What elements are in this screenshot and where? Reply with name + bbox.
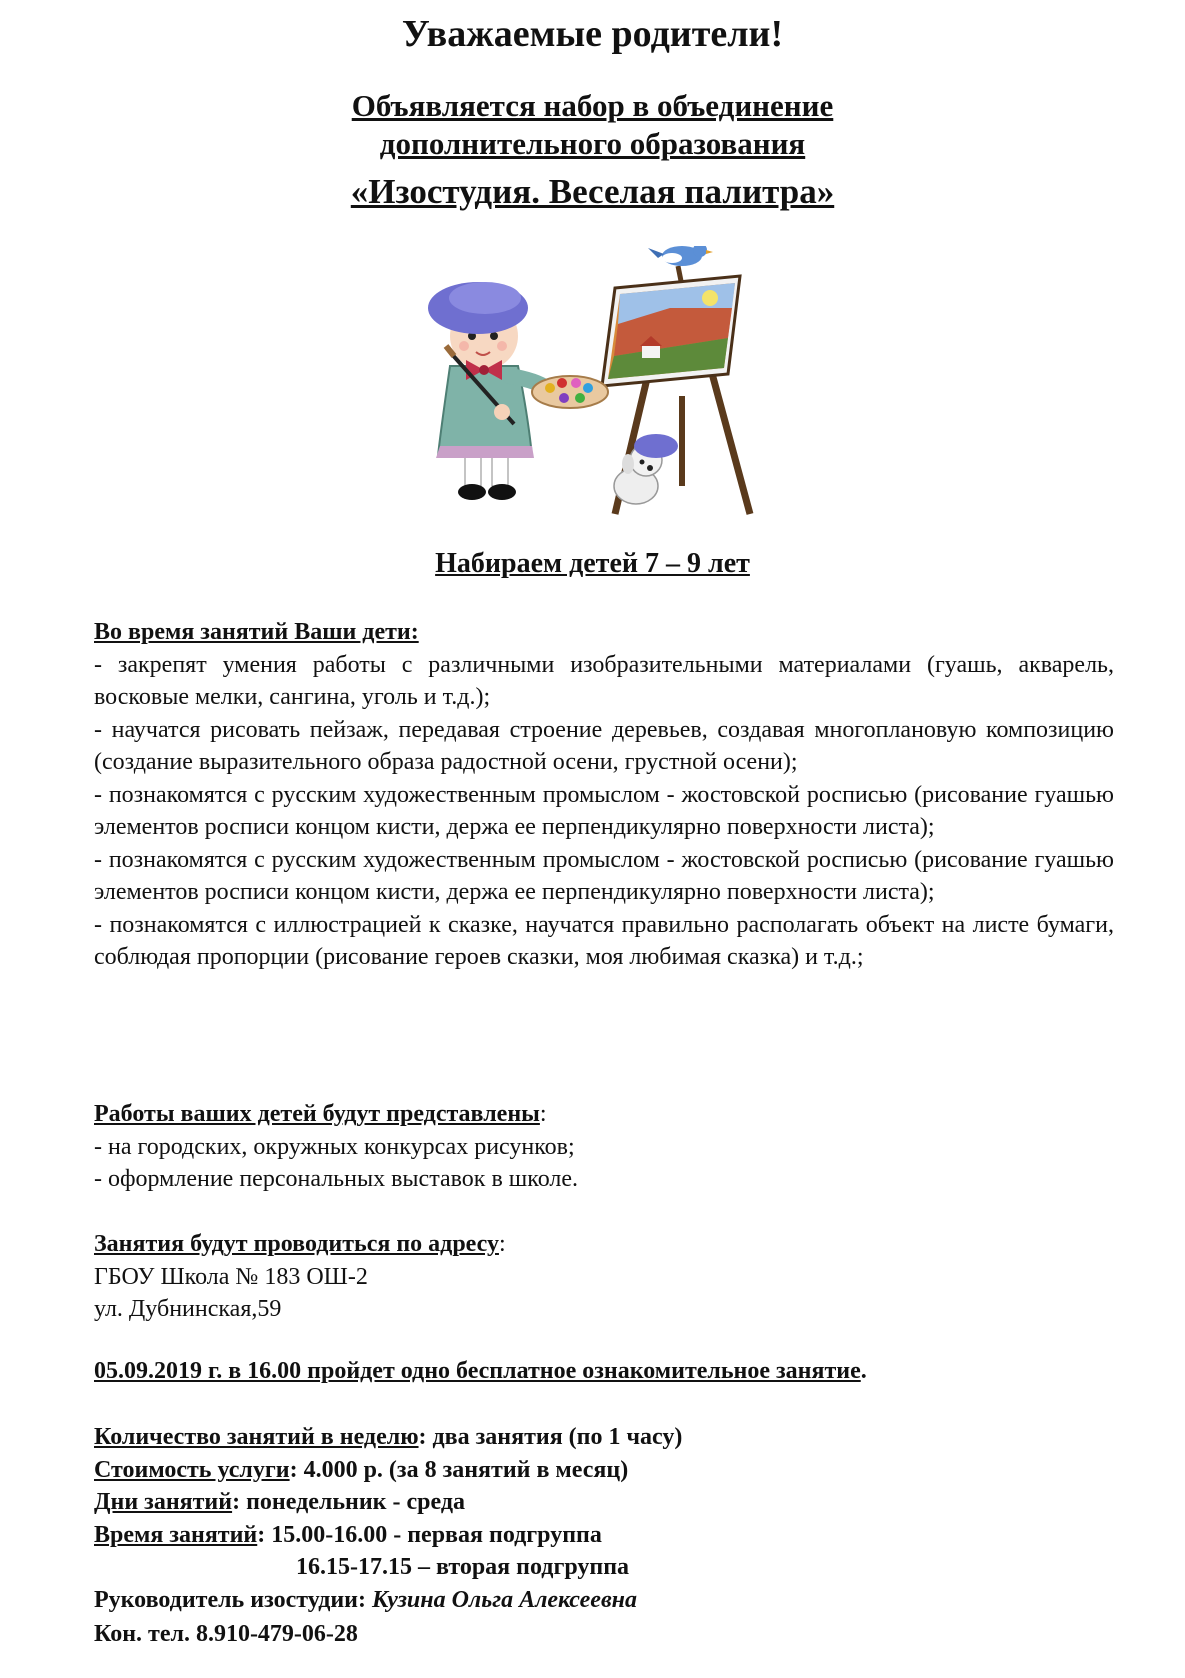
benefit-item: - познакомятся с русским художественным промыслом - жостовской росписью (рисование гуашью элементов росписи концом кисти, держа ее перпендикулярно поверхности листа); <box>94 781 1114 840</box>
studio-name: «Изостудия. Веселая палитра» <box>350 172 835 211</box>
exhibition-item: - на городских, окружных конкурсах рисунков; <box>94 1133 575 1160</box>
details-section <box>94 1421 1114 1651</box>
exhibitions-heading: Работы ваших детей будут представлены: <box>94 1101 547 1127</box>
announce-line-1: Объявляется набор в объединение <box>351 88 834 123</box>
benefits-section <box>94 616 1114 974</box>
palette-icon <box>532 376 608 408</box>
free-lesson-notice: 05.09.2019 г. в 16.00 пройдет одно бесплатное ознакомительное занятие. <box>94 1358 867 1384</box>
child-artist-illustration <box>410 246 810 516</box>
bird-icon <box>648 246 713 266</box>
greeting-heading: Уважаемые родители! <box>401 13 784 55</box>
address-school: ГБОУ Школа № 183 ОШ-2 <box>94 1263 368 1290</box>
benefit-item: - познакомятся с иллюстрацией к сказке, научатся правильно располагать объект на листе бумаги, соблюдая пропорции (рисование героев сказки, моя любимая сказка) и т.д.; <box>94 911 1114 970</box>
exhibitions-section <box>94 1098 1114 1196</box>
age-range: Набираем детей 7 – 9 лет <box>435 548 750 579</box>
address-street: ул. Дубнинская,59 <box>94 1296 282 1322</box>
puppy-icon <box>614 434 678 504</box>
benefit-item: - закрепят умения работы с различными изобразительными материалами (гуашь, акварель, восковые мелки, сангина, уголь и т.д.); <box>94 651 1114 710</box>
address-heading: Занятия будут проводиться по адресу: <box>94 1231 506 1257</box>
free-lesson-section <box>94 1355 1114 1388</box>
lesson-time: Время занятий: 15.00-16.00 - первая подгруппа <box>94 1521 602 1548</box>
contact-phone: Кон. тел. 8.910-479-06-28 <box>94 1621 358 1647</box>
service-cost: Стоимость услуги: 4.000 р. (за 8 занятий в месяц) <box>94 1456 629 1483</box>
address-section <box>94 1228 1114 1326</box>
exhibition-item: - оформление персональных выставок в школе. <box>94 1166 579 1192</box>
lesson-days: Дни занятий: понедельник - среда <box>94 1489 465 1515</box>
benefit-item: - научатся рисовать пейзаж, передавая строение деревьев, создавая многоплановую композицию (создание выразительного образа радостной осени, грустной осени); <box>94 716 1114 775</box>
studio-leader: Руководитель изостудии: Кузина Ольга Алексеевна <box>94 1586 637 1613</box>
announce-line-2: дополнительного образования <box>379 126 806 161</box>
lessons-per-week: Количество занятий в неделю: два занятия (по 1 часу) <box>94 1424 683 1450</box>
lesson-time-second-group: 16.15-17.15 – вторая подгруппа <box>296 1554 630 1580</box>
benefits-heading: Во время занятий Ваши дети: <box>94 619 419 645</box>
benefit-item: - познакомятся с русским художественным промыслом - жостовской росписью (рисование гуашью элементов росписи концом кисти, держа ее перпендикулярно поверхности листа); <box>94 846 1114 905</box>
